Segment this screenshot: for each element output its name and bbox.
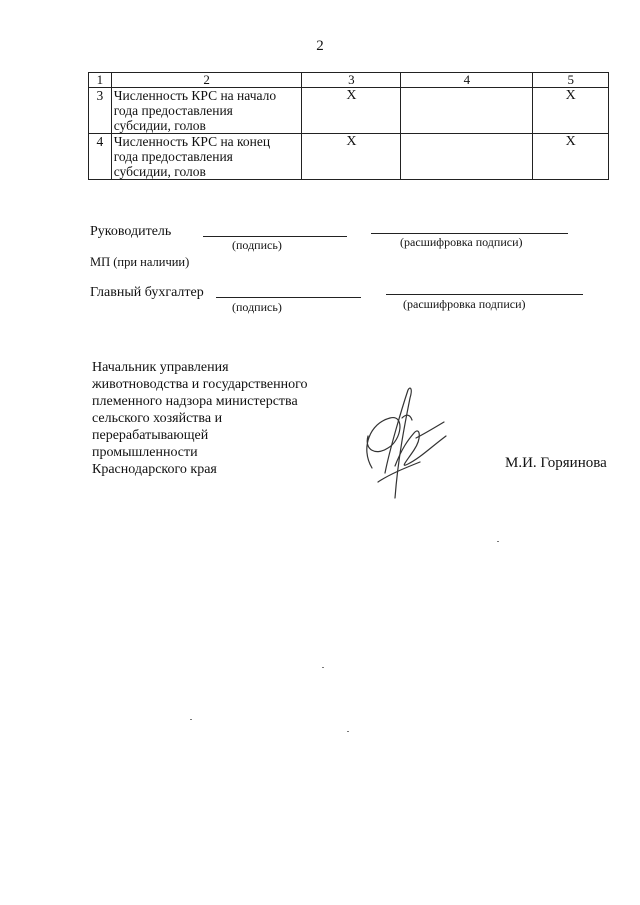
handwritten-signature [350,378,460,508]
official-title-line: Краснодарского края [92,462,217,477]
row-col5-mark: Х [533,88,609,134]
director-decoding-line [371,233,568,234]
row-col4-value [401,88,533,134]
row-col4-value [401,134,533,180]
official-title-line: сельского хозяйства и [92,411,223,426]
header-cell-1: 1 [89,73,112,88]
header-cell-2: 2 [111,73,302,88]
row-col3-mark: Х [302,134,401,180]
official-title-line: племенного надзора министерства [92,394,298,409]
accountant-signature-line [216,297,361,298]
accountant-label: Главный бухгалтер [90,285,204,300]
scan-speck [347,731,349,732]
table-row [89,134,609,180]
director-signature-caption: (подпись) [232,238,282,252]
scan-speck [190,719,192,720]
row-col3-mark: Х [302,88,401,134]
data-table [88,72,609,180]
row-description-line: Численность КРС на начало [113,88,277,103]
row-description-line: субсидии, голов [113,164,206,179]
official-title [92,359,352,478]
official-title-line: животноводства и государственного [92,377,308,392]
row-number: 4 [89,134,112,180]
accountant-decoding-line [386,294,583,295]
table-row [89,88,609,134]
header-cell-4: 4 [401,73,533,88]
header-cell-3: 3 [302,73,401,88]
director-label: Руководитель [90,224,172,239]
official-title-line: перерабатывающей [92,428,209,443]
row-description [111,88,302,134]
official-title-line: промышленности [92,445,198,460]
official-name: М.И. Горяинова [505,455,607,471]
header-cell-5: 5 [533,73,609,88]
seal-label: МП (при наличии) [90,255,190,269]
row-description-line: года предоставления [113,103,233,118]
director-decoding-caption: (расшифровка подписи) [400,235,523,249]
official-title-line: Начальник управления [92,360,229,375]
accountant-signature-caption: (подпись) [232,300,282,314]
page-number: 2 [316,38,324,54]
row-col5-mark: Х [533,134,609,180]
row-description [111,134,302,180]
scan-speck [497,541,499,542]
row-description-line: субсидии, голов [113,118,206,133]
row-number: 3 [89,88,112,134]
row-description-line: года предоставления [113,149,233,164]
table-header-row [89,73,609,88]
scan-speck [322,667,324,668]
row-description-line: Численность КРС на конец [113,134,271,149]
accountant-decoding-caption: (расшифровка подписи) [403,297,526,311]
director-signature-line [203,236,347,237]
